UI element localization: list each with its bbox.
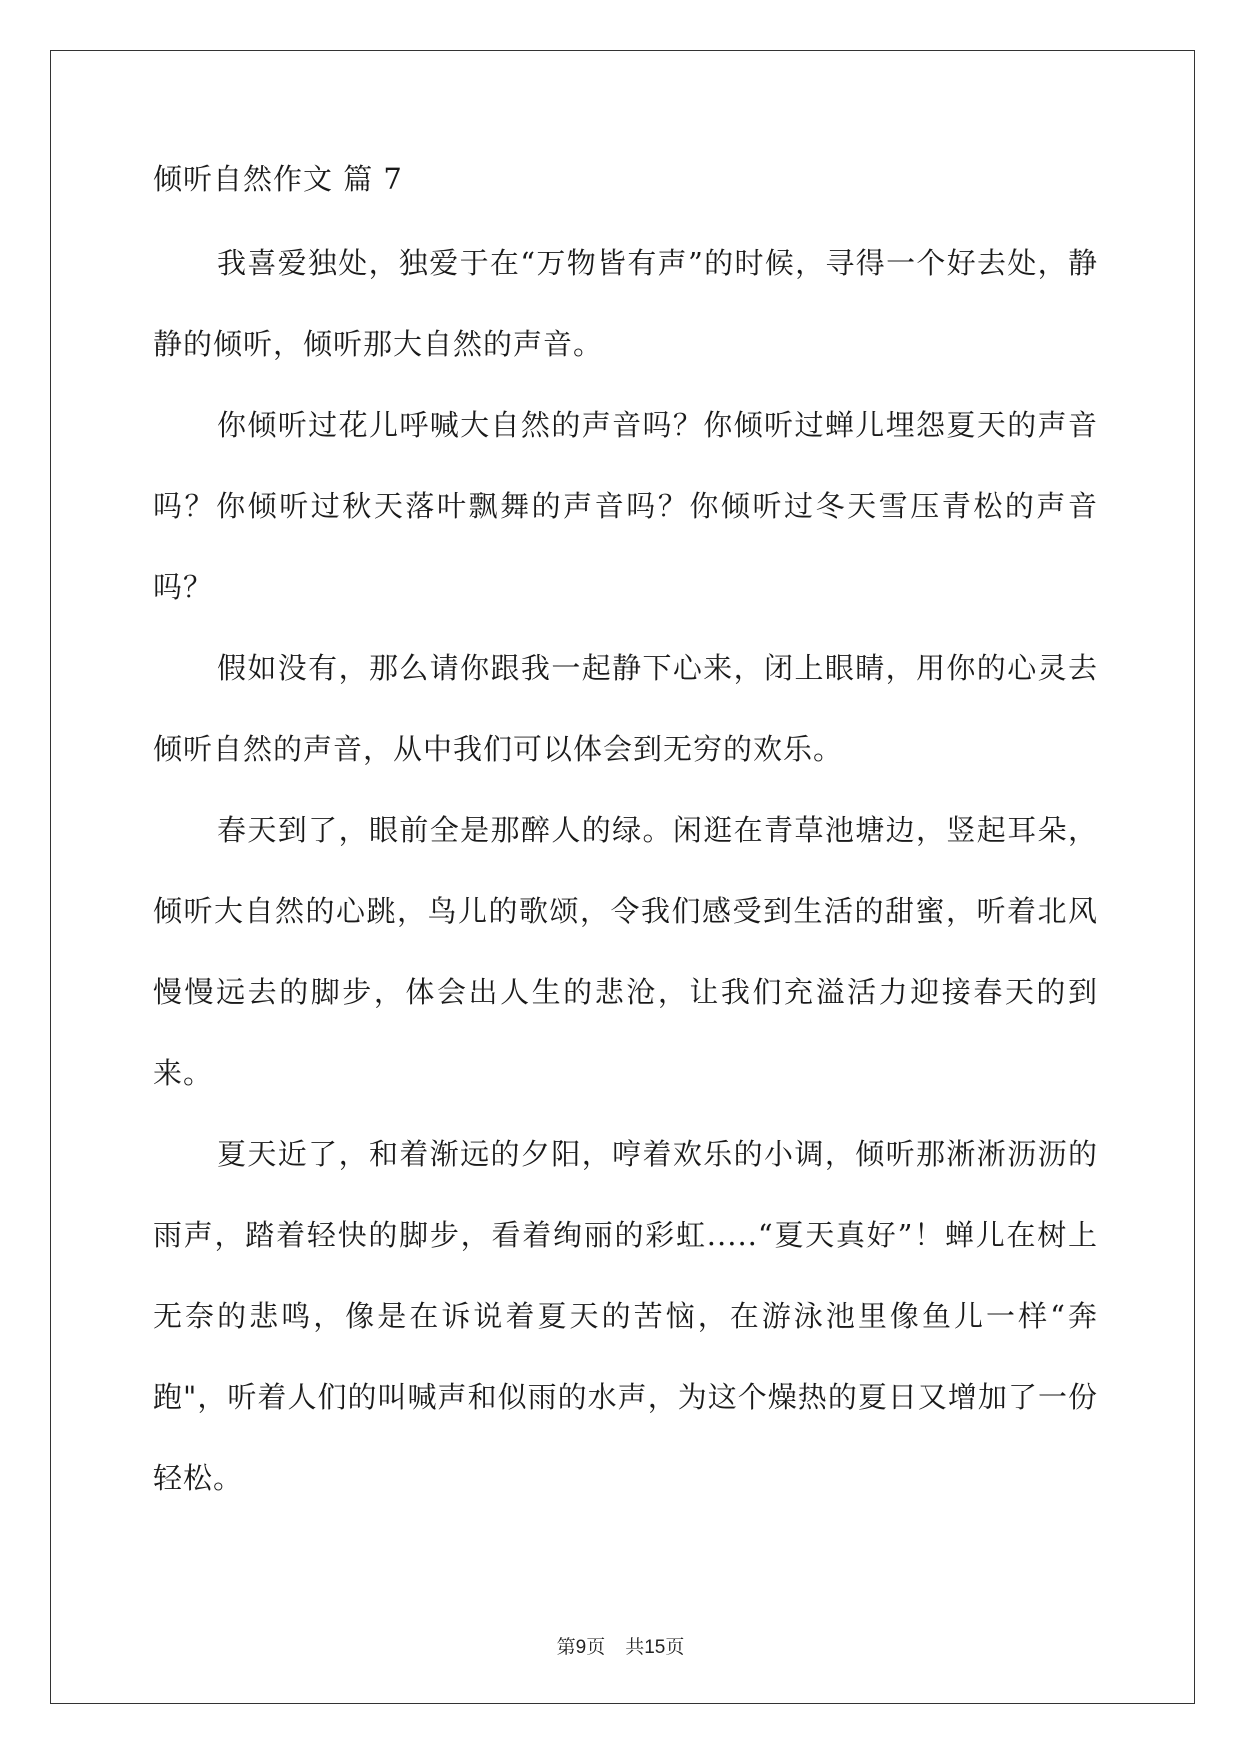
page-number: 9 [575,1637,587,1658]
paragraph-1: 我喜爱独处，独爱于在“万物皆有声”的时候，寻得一个好去处，静静的倾听，倾听那大自然的声音。 [153,246,1098,361]
page-footer [0,1634,1241,1661]
document-title: 倾听自然作文 篇 7 [153,162,403,196]
paragraph-3: 假如没有，那么请你跟我一起静下心来，闭上眼睛，用你的心灵去倾听自然的声音，从中我们可以体会到无穷的欢乐。 [153,651,1098,766]
page-suffix: 页 [586,1636,606,1658]
total-pages: 15 [644,1637,666,1658]
page-prefix: 第 [556,1636,576,1658]
document-body [153,155,1098,1519]
total-suffix: 页 [665,1636,685,1658]
total-prefix: 共 [625,1636,645,1658]
paragraph-2: 你倾听过花儿呼喊大自然的声音吗？你倾听过蝉儿埋怨夏天的声音吗？你倾听过秋天落叶飘舞的声音吗？你倾听过冬天雪压青松的声音吗？ [153,408,1098,604]
paragraph-4: 春天到了，眼前全是那醉人的绿。闲逛在青草池塘边，竖起耳朵，倾听大自然的心跳，鸟儿的歌颂，令我们感受到生活的甜蜜，听着北风慢慢远去的脚步，体会出人生的悲沧，让我们充溢活力迎接春天的到来。 [153,813,1098,1090]
paragraph-5: 夏天近了，和着渐远的夕阳，哼着欢乐的小调，倾听那淅淅沥沥的雨声，踏着轻快的脚步，看着绚丽的彩虹.....“夏天真好”！蝉儿在树上无奈的悲鸣，像是在诉说着夏天的苦恼，在游泳池里像鱼儿一样“奔跑"，听着人们的叫喊声和似雨的水声，为这个燥热的夏日又增加了一份轻松。 [153,1137,1098,1495]
